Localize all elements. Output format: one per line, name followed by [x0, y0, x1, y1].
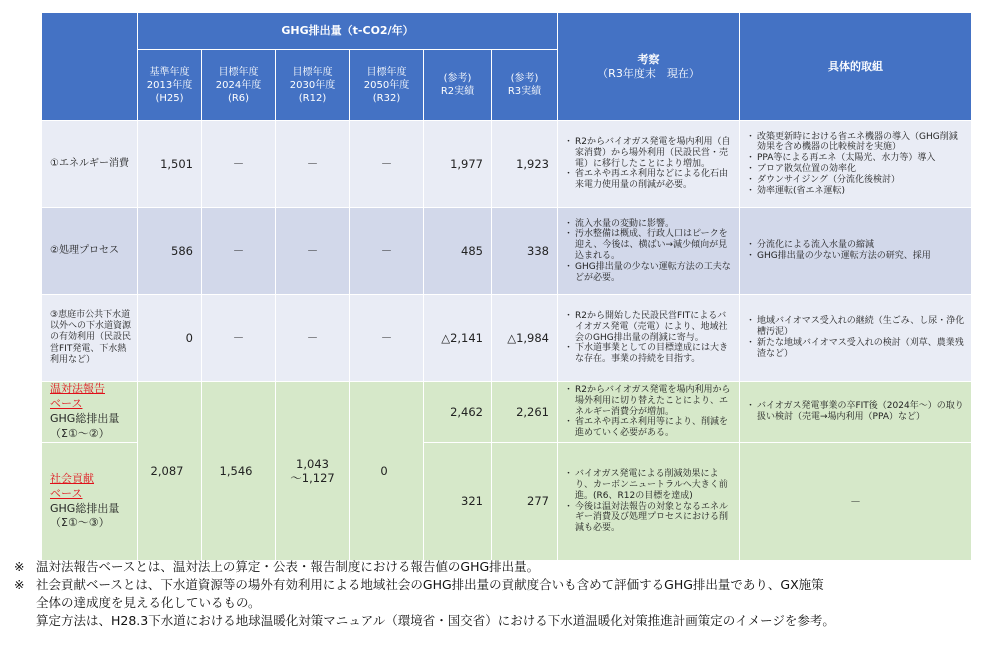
row-social-label: [42, 443, 137, 560]
action-item: ・ 地域バイオマス受入れの継続（生ごみ、し尿・浄化槽汚泥）: [748, 316, 965, 338]
law-base-title-2: ベース: [50, 397, 83, 411]
row-other-2030: －: [276, 295, 349, 381]
row-energy-2050: －: [350, 121, 423, 207]
base-shared-2050: 0: [350, 382, 423, 560]
row-energy-notes: [558, 121, 739, 207]
footnote-method: 算定方法は、H28.3下水道における地球温暖化対策マニュアル（環境省・国交省）における下水道温暖化対策推進計画策定のイメージを参考。: [36, 613, 835, 628]
footnote-2-cont: 全体の達成度を見える化しているもの。: [36, 595, 261, 610]
header-col-r3-l1: (参考): [510, 73, 539, 84]
ghg-table: [41, 12, 964, 554]
header-col-2030: [276, 50, 349, 120]
header-actions-label: 具体的取組: [828, 59, 883, 73]
header-col-r2-l2: R2実績: [440, 86, 475, 97]
social-base-sub-1: GHG総排出量: [50, 501, 120, 515]
row-social-r2: 321: [424, 443, 491, 560]
base-2030-l2: ～1,127: [290, 471, 335, 485]
header-col-r2: [424, 50, 491, 120]
header-col-2050-l2: 2050年度: [363, 79, 410, 91]
action-item: ・ ブロア散気位置の効率化: [748, 164, 965, 175]
note-item: ・ GHG排出量の少ない運転方法の工夫などが必要。: [566, 262, 733, 284]
row-other-notes: [558, 295, 739, 381]
header-col-2050-l3: (R32): [372, 92, 401, 104]
social-base-title-2: ベース: [50, 486, 83, 500]
header-col-base-l1: 基準年度: [149, 66, 190, 78]
row-law-notes: [558, 382, 739, 442]
row-law-r2: 2,462: [424, 382, 491, 442]
action-item: ・ 効率運転(省エネ運転): [748, 186, 965, 197]
law-base-sub-2: （Σ①～②）: [50, 426, 110, 440]
row-other-base: 0: [138, 295, 201, 381]
note-item: ・ R2からバイオガス発電を場内利用から場外利用に切り替えたことにより、エネルギー消費分が増加。: [566, 385, 733, 417]
action-item: ・ 新たな地域バイオマス受入れの検討（刈草、農業残渣など）: [748, 338, 965, 360]
row-energy-label: ①エネルギー消費: [42, 121, 137, 207]
note-item: ・ R2から開始した民設民営FITによるバイオガス発電（売電）により、地域社会のGHG排出量の削減に寄与。: [566, 311, 733, 343]
row-other-actions: [740, 295, 971, 381]
row-process-notes: [558, 208, 739, 294]
header-consideration-sub: （R3年度末 現在）: [597, 66, 700, 80]
header-col-base-l2: 2013年度: [146, 79, 193, 91]
footnote-1-text: 温対法報告ベースとは、温対法上の算定・公表・報告制度における報告値のGHG排出量。: [36, 559, 540, 574]
note-item: ・ 下水道事業としての目標達成には大きな存在。事業の持続を目指す。: [566, 343, 733, 365]
row-energy-2024: －: [202, 121, 275, 207]
header-consideration: [558, 13, 739, 120]
row-law-r3: 2,261: [492, 382, 557, 442]
note-item: ・ R2からバイオガス発電を場内利用（自家消費）から場外利用（民設民営・売電）に移行したことにより増加。: [566, 137, 733, 169]
note-item: ・ バイオガス発電による削減効果により、カーボンニュートラルへ大きく前進。(R6、R12の目標を達成): [566, 469, 733, 501]
header-col-2024-l1: 目標年度: [218, 66, 259, 78]
row-process-2050: －: [350, 208, 423, 294]
header-col-base: [138, 50, 201, 120]
row-energy-base: 1,501: [138, 121, 201, 207]
header-col-2030-l2: 2030年度: [289, 79, 336, 91]
header-col-2050: [350, 50, 423, 120]
row-energy-actions: [740, 121, 971, 207]
action-item: ・ バイオガス発電事業の卒FIT後（2024年～）の取り扱い検討（売電→場内利用（PPA）など）: [748, 401, 965, 423]
row-energy-r3: 1,923: [492, 121, 557, 207]
note-item: ・ 省エネや再エネ利用等により、削減を進めていく必要がある。: [566, 417, 733, 439]
row-other-label: ③恵庭市公共下水道以外への下水道資源の有効利用（民設民営FIT発電、下水熱利用など）: [42, 295, 137, 381]
header-col-r2-l1: (参考): [443, 73, 472, 84]
base-shared-2030: [276, 382, 349, 560]
row-process-label: ②処理プロセス: [42, 208, 137, 294]
law-base-sub-1: GHG総排出量: [50, 412, 120, 425]
row-social-r3: 277: [492, 443, 557, 560]
header-col-2024-l3: (R6): [227, 92, 250, 104]
header-col-r3: [492, 50, 557, 120]
header-actions: [740, 13, 971, 120]
row-energy-2030: －: [276, 121, 349, 207]
footnote-2-text: 社会貢献ベースとは、下水道資源等の場外有効利用による地域社会のGHG排出量の貢献度合いも含めて評価するGHG排出量であり、GX施策: [36, 577, 824, 592]
header-consideration-title: 考察: [637, 52, 660, 66]
row-other-r2: △2,141: [424, 295, 491, 381]
row-energy-r2: 1,977: [424, 121, 491, 207]
base-shared-base: 2,087: [138, 382, 201, 560]
action-item: ・ PPA等による再エネ（太陽光、水力等）導入: [748, 153, 965, 164]
note-item: ・ 今後は温対法報告の対象となるエネルギー消費及び処理プロセスにおける削減も必要。: [566, 502, 733, 534]
row-process-actions: [740, 208, 971, 294]
law-base-title-1: 温対法報告: [50, 382, 105, 396]
header-blank: [42, 13, 137, 120]
header-col-r3-l2: R3実績: [507, 86, 542, 97]
row-process-r2: 485: [424, 208, 491, 294]
base-2030-l1: 1,043: [296, 456, 329, 471]
note-item: ・ 省エネや再エネ利用などによる化石由来電力使用量の削減が必要。: [566, 169, 733, 191]
footnote-mark: ※: [14, 559, 25, 574]
row-process-r3: 338: [492, 208, 557, 294]
row-other-2050: －: [350, 295, 423, 381]
header-ghg-group-label: GHG排出量（t-CO2/年）: [281, 24, 414, 38]
social-base-sub-2: （Σ①～③）: [50, 516, 110, 530]
row-process-2030: －: [276, 208, 349, 294]
header-col-base-l3: (H25): [155, 92, 184, 104]
action-item: ・ 改築更新時における省エネ機器の導入（GHG削減効果を含め機器の比較検討を実施）: [748, 132, 965, 154]
action-item: ・ ダウンサイジング（分流化後検討）: [748, 175, 965, 186]
footnote-1: [14, 558, 994, 576]
note-item: ・ 汚水整備は概成、行政人口はピークを迎え、今後は、横ばい→減少傾向が見込まれる。: [566, 229, 733, 261]
footnote-2: [14, 576, 994, 594]
footnotes: [14, 558, 994, 630]
header-col-2024-l2: 2024年度: [215, 79, 262, 91]
header-col-2024: [202, 50, 275, 120]
row-other-2024: －: [202, 295, 275, 381]
header-ghg-group: [138, 13, 557, 49]
row-law-label: [42, 382, 137, 442]
social-base-title-1: 社会貢献: [50, 471, 94, 485]
row-law-actions: [740, 382, 971, 442]
row-process-base: 586: [138, 208, 201, 294]
note-item: ・ 流入水量の変動に影響。: [566, 219, 733, 230]
row-social-notes: [558, 443, 739, 560]
row-other-r3: △1,984: [492, 295, 557, 381]
footnote-mark: ※: [14, 577, 25, 592]
header-col-2030-l1: 目標年度: [292, 66, 333, 78]
header-col-2030-l3: (R12): [298, 92, 327, 104]
action-item: ・ GHG排出量の少ない運転方法の研究、採用: [748, 251, 931, 262]
row-social-actions: －: [740, 443, 971, 560]
base-shared-2024: 1,546: [202, 382, 275, 560]
action-item: ・ 分流化による流入水量の縮減: [748, 240, 931, 251]
row-process-2024: －: [202, 208, 275, 294]
header-col-2050-l1: 目標年度: [366, 66, 407, 78]
